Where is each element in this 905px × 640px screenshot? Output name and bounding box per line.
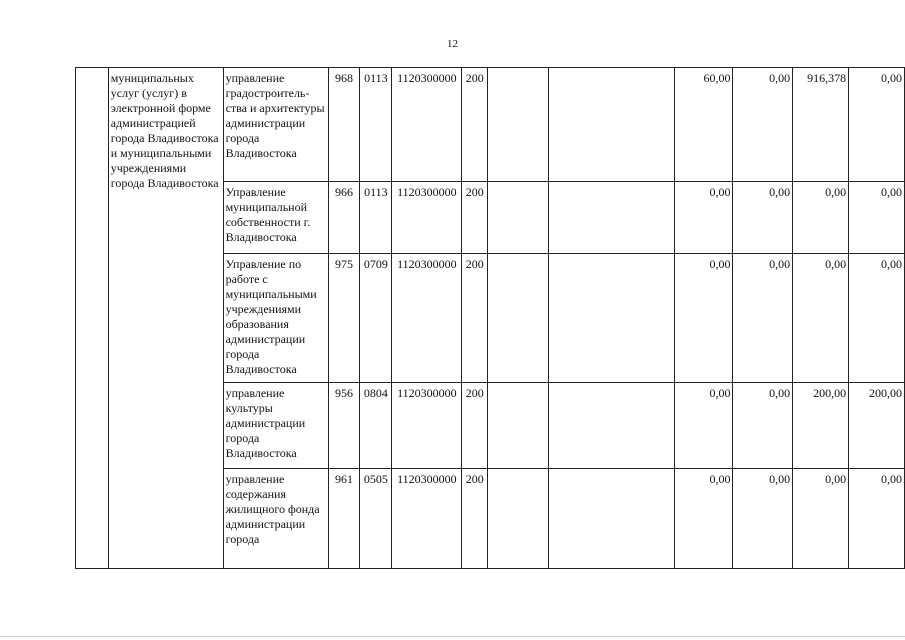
page-number: 12 [447,38,458,50]
value-cell: 0,00 [674,182,733,254]
value-cell: 0,00 [793,182,849,254]
expense-type-cell: 200 [462,182,488,254]
value-cell: 200,00 [793,383,849,469]
empty-value-cell [548,254,674,383]
empty-value-cell [488,68,549,182]
empty-value-cell [548,383,674,469]
value-cell: 60,00 [674,68,733,182]
target-code-cell: 1120300000 [392,182,462,254]
row-number-cell [76,68,109,569]
value-cell: 0,00 [793,469,849,569]
target-code-cell: 1120300000 [392,68,462,182]
value-cell: 0,00 [674,254,733,383]
section-code-cell: 0804 [360,383,392,469]
empty-value-cell [488,182,549,254]
value-cell: 0,00 [733,182,793,254]
grbs-code-cell: 956 [328,383,360,469]
expense-type-cell: 200 [462,469,488,569]
value-cell: 0,00 [674,469,733,569]
expense-type-cell: 200 [462,383,488,469]
expense-type-cell: 200 [462,68,488,182]
empty-value-cell [548,182,674,254]
grbs-code-cell: 968 [328,68,360,182]
agency-cell: Управление по работе с муниципальными учреждениями образования администрации города Владивостока [223,254,328,383]
value-cell: 0,00 [849,469,905,569]
agency-cell: Управление муниципальной собственности г. Владивостока [223,182,328,254]
value-cell: 0,00 [674,383,733,469]
agency-cell: управление содержания жилищного фонда администрации города [223,469,328,569]
empty-value-cell [488,254,549,383]
empty-value-cell [488,469,549,569]
section-code-cell: 0113 [360,182,392,254]
value-cell: 0,00 [849,68,905,182]
value-cell: 200,00 [849,383,905,469]
value-cell: 0,00 [733,383,793,469]
grbs-code-cell: 975 [328,254,360,383]
value-cell: 0,00 [849,254,905,383]
budget-table [75,67,905,569]
measure-name-cell: муниципальных услуг (услуг) в электронной форме администрацией города Владивостока и муниципальными учреждениями города Владивостока [108,68,223,569]
grbs-code-cell: 966 [328,182,360,254]
section-code-cell: 0709 [360,254,392,383]
grbs-code-cell: 961 [328,469,360,569]
value-cell: 0,00 [733,254,793,383]
empty-value-cell [488,383,549,469]
section-code-cell: 0113 [360,68,392,182]
target-code-cell: 1120300000 [392,469,462,569]
value-cell: 0,00 [733,68,793,182]
section-code-cell: 0505 [360,469,392,569]
page-bottom-edge [0,636,905,637]
expense-type-cell: 200 [462,254,488,383]
agency-cell: управление градостроитель-ства и архитектуры администрации города Владивостока [223,68,328,182]
value-cell: 916,378 [793,68,849,182]
target-code-cell: 1120300000 [392,254,462,383]
empty-value-cell [548,469,674,569]
target-code-cell: 1120300000 [392,383,462,469]
empty-value-cell [548,68,674,182]
value-cell: 0,00 [849,182,905,254]
table-row [76,68,905,182]
agency-cell: управление культуры администрации города Владивостока [223,383,328,469]
value-cell: 0,00 [733,469,793,569]
value-cell: 0,00 [793,254,849,383]
